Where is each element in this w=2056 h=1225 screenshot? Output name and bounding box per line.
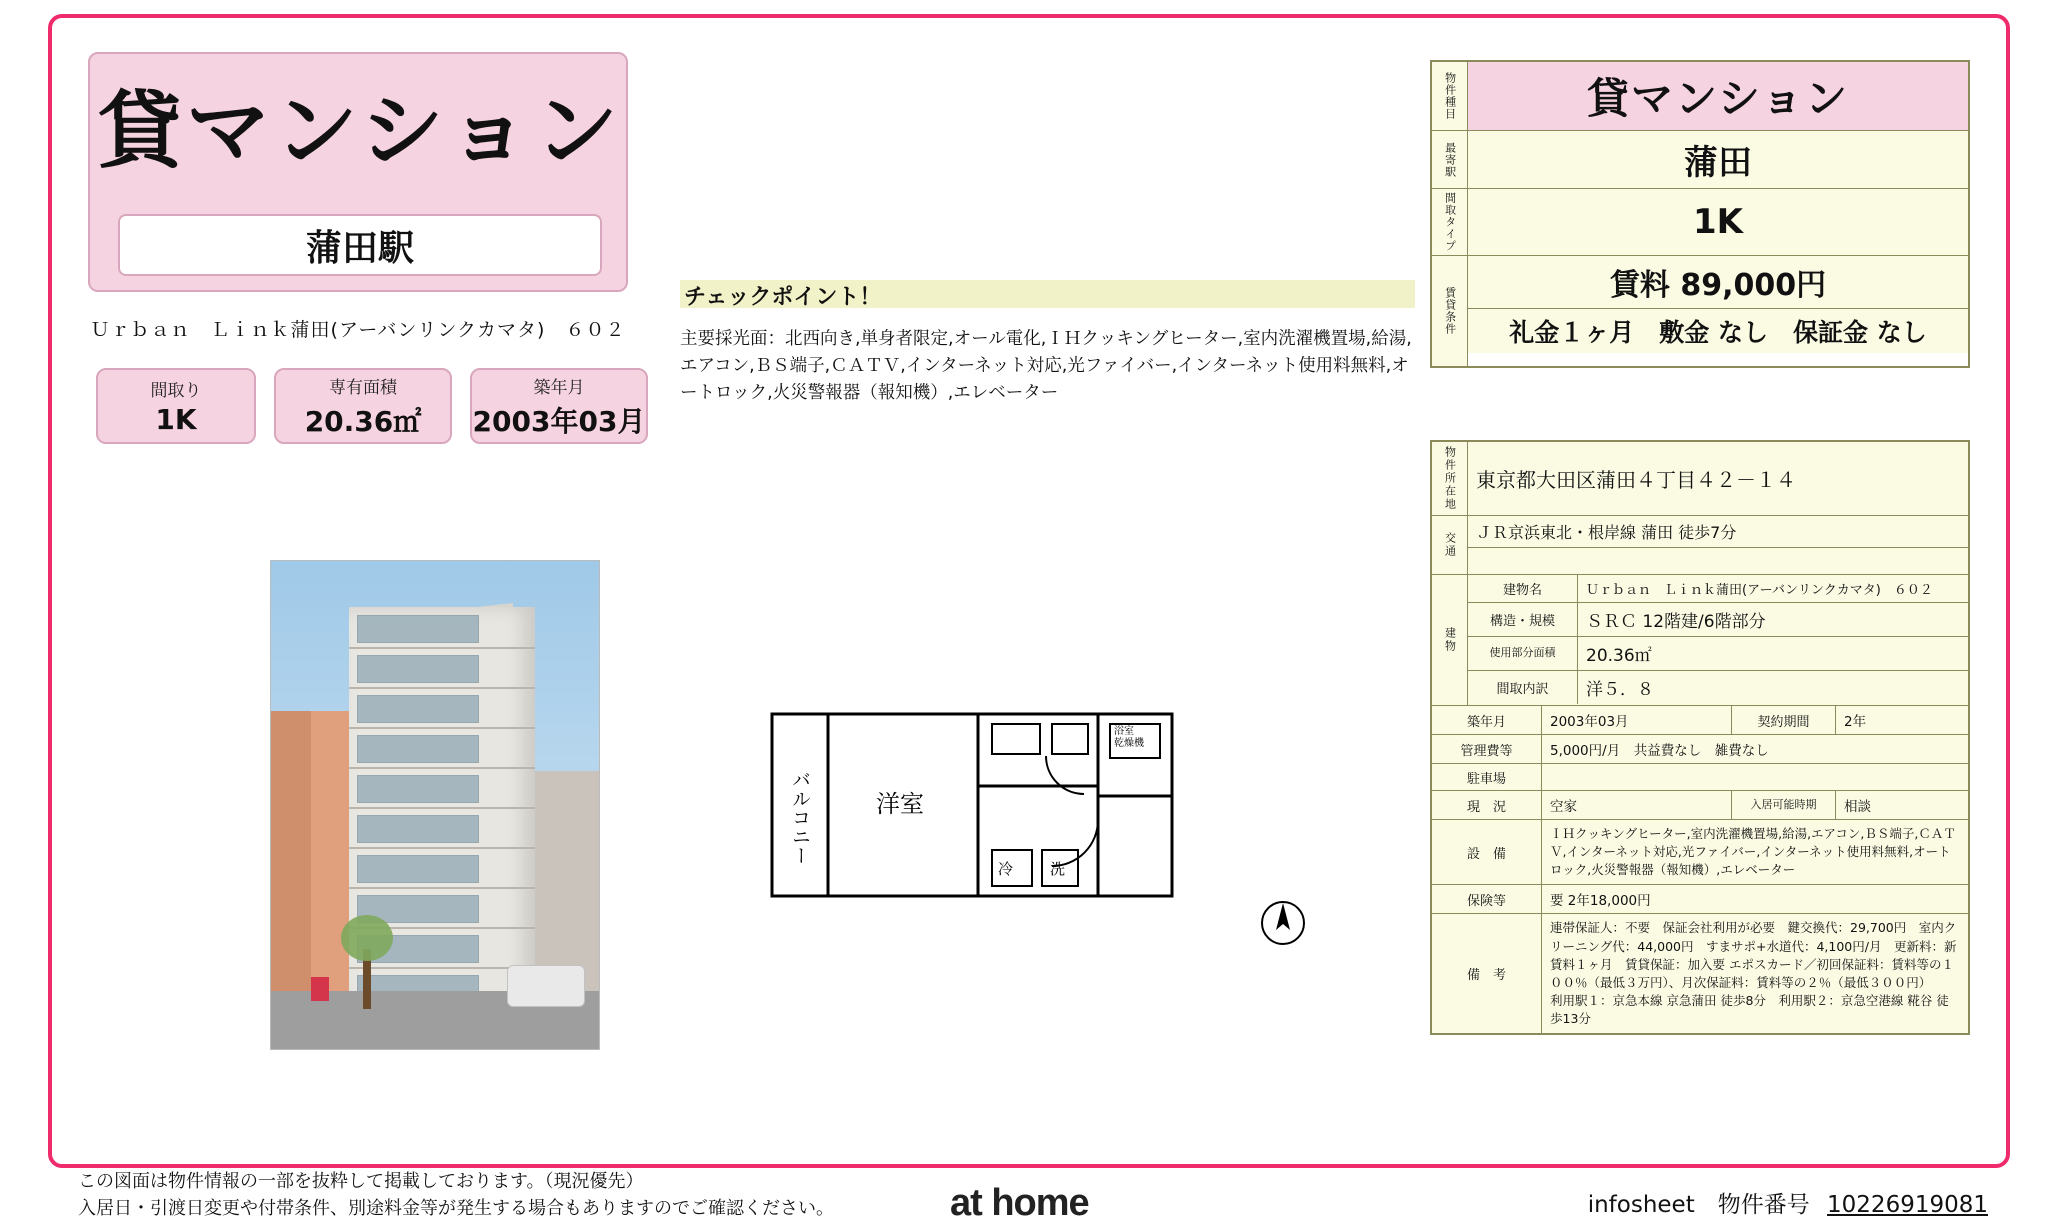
athome-logo xyxy=(950,1182,1089,1225)
spec-layout-value: 1K xyxy=(155,403,197,436)
summary-value-rent-text: 賃料 89,000円 xyxy=(1609,268,1827,303)
summary-table xyxy=(1430,60,1970,368)
detail-label-parking: 駐車場 xyxy=(1432,764,1542,790)
detail-value-layout-breakdown: 洋５．８ xyxy=(1586,680,1654,700)
spec-built-value: 2003年03月 xyxy=(472,404,646,438)
detail-value-area: 20.36㎡ xyxy=(1586,646,1652,666)
detail-label-movein: 入居可能時期 xyxy=(1732,791,1836,819)
photo-car xyxy=(507,965,585,1007)
summary-value-layout xyxy=(1468,189,1968,255)
detail-label-built: 築年月 xyxy=(1432,706,1542,734)
summary-label-terms: 賃貸条件 xyxy=(1432,256,1468,366)
detail-label-building: 建物 xyxy=(1432,575,1468,705)
photo-signboard xyxy=(311,977,329,1001)
detail-label-status: 現 況 xyxy=(1432,791,1542,819)
footer-note-line1: この図面は物件情報の一部を抜粋して掲載しております。（現況優先） xyxy=(78,1171,644,1192)
detail-label-contract: 契約期間 xyxy=(1732,706,1836,734)
detail-value-access: ＪＲ京浜東北・根岸線 蒲田 徒歩7分 xyxy=(1468,516,1968,548)
property-type-title: 貸マンション xyxy=(97,82,623,180)
detail-row-building-name xyxy=(1468,575,1968,603)
detail-row-area xyxy=(1468,637,1968,671)
detail-label-insurance: 保険等 xyxy=(1432,885,1542,913)
infosheet-number: 10226919081 xyxy=(1827,1192,1988,1218)
spec-layout xyxy=(96,368,256,444)
detail-label-mgmt: 管理費等 xyxy=(1432,735,1542,763)
floor-plan xyxy=(760,700,1280,940)
detail-row-built xyxy=(1432,706,1968,735)
detail-label-layout-breakdown: 間取内訳 xyxy=(1468,671,1578,704)
detail-value-status: 空家 xyxy=(1542,791,1732,819)
summary-label-type: 物件種目 xyxy=(1432,62,1468,130)
detail-label-address: 物件所在地 xyxy=(1432,442,1468,515)
compass-icon xyxy=(1260,900,1306,946)
property-type-banner xyxy=(88,52,628,292)
infosheet-line xyxy=(1588,1186,1988,1219)
summary-row-station xyxy=(1432,131,1968,189)
detail-value-equipment: ＩＨクッキングヒーター,室内洗濯機置場,給湯,エアコン,ＢＳ端子,ＣＡＴＶ,インターネット対応,光ファイバー,インターネット使用料無料,オートロック,火災警報器（報知機）,エレベーター xyxy=(1550,826,1956,878)
detail-row-insurance xyxy=(1432,885,1968,914)
floor-plan-bath-dryer-label: 浴室 xyxy=(1114,726,1134,737)
summary-value-layout-text: 1K xyxy=(1692,202,1743,242)
detail-label-area: 使用部分面積 xyxy=(1468,637,1578,670)
spec-row xyxy=(96,368,648,444)
summary-value-deposit xyxy=(1468,309,1968,353)
spec-area-label: 専有面積 xyxy=(329,377,397,398)
detail-row-access xyxy=(1432,516,1968,575)
summary-value-station-text: 蒲田 xyxy=(1684,143,1752,183)
detail-row-parking xyxy=(1432,764,1968,791)
detail-value-building-name: Ｕｒｂａｎ Ｌｉｎｋ蒲田(アーバンリンクカマタ) ６０２ xyxy=(1586,583,1933,598)
detail-table xyxy=(1430,440,1970,1035)
detail-value-built: 2003年03月 xyxy=(1542,706,1732,734)
checkpoint-body: 主要採光面：北西向き,単身者限定,オール電化,ＩＨクッキングヒーター,室内洗濯機置場,給湯,エアコン,ＢＳ端子,ＣＡＴＶ,インターネット対応,光ファイバー,インターネット使用料無料,オートロック,火災警報器（報知機）,エレベーター xyxy=(680,329,1412,404)
detail-label-building-name: 建物名 xyxy=(1468,575,1578,602)
spec-built xyxy=(470,368,648,444)
spec-layout-label: 間取り xyxy=(150,381,202,401)
detail-value-insurance: 要 2年18,000円 xyxy=(1550,893,1651,910)
detail-row-building xyxy=(1432,575,1968,706)
detail-row-address xyxy=(1432,442,1968,516)
detail-row-remarks xyxy=(1432,914,1968,1033)
spec-built-label: 築年月 xyxy=(533,377,585,398)
summary-value-deposit-text: 礼金１ヶ月 敷金 なし 保証金 なし xyxy=(1509,318,1927,347)
summary-value-type xyxy=(1468,62,1968,130)
footer-note-line2: 入居日・引渡日変更や付帯条件、別途料金等が発生する場合もありますのでご確認ください。 xyxy=(78,1198,834,1219)
spec-area-value: 20.36㎡ xyxy=(304,404,422,438)
detail-value-mgmt: 5,000円/月 共益費なし 雑費なし xyxy=(1550,743,1769,759)
footer-note xyxy=(78,1168,834,1222)
summary-row-rent xyxy=(1432,256,1968,366)
summary-label-layout: 間取タイプ xyxy=(1432,189,1468,255)
floor-plan-svg xyxy=(760,700,1280,940)
detail-value-contract: 2年 xyxy=(1844,714,1867,730)
floor-plan-washer-label: 洗 xyxy=(1050,860,1066,878)
detail-row-mgmt xyxy=(1432,735,1968,764)
detail-row-layout-breakdown xyxy=(1468,671,1968,704)
infosheet-label: infosheet 物件番号 xyxy=(1587,1192,1810,1218)
detail-label-equipment: 設 備 xyxy=(1432,820,1542,884)
detail-value-parking xyxy=(1542,764,1968,790)
summary-row-type xyxy=(1432,62,1968,131)
floor-plan-balcony-label: バルコニー xyxy=(789,770,811,865)
detail-row-structure xyxy=(1468,603,1968,637)
floor-plan-room-label: 洋室 xyxy=(876,790,924,818)
spec-area xyxy=(274,368,452,444)
detail-value-access2 xyxy=(1468,548,1968,570)
floor-plan-bath-dryer-label2: 乾燥機 xyxy=(1114,738,1144,749)
detail-row-equipment xyxy=(1432,820,1968,885)
station-name: 蒲田駅 xyxy=(118,214,602,276)
summary-value-rent xyxy=(1468,256,1968,309)
summary-value-station xyxy=(1468,131,1968,188)
summary-value-type-text: 貸マンション xyxy=(1586,74,1850,123)
building-name-heading: Ｕｒｂａｎ Ｌｉｎｋ蒲田(アーバンリンクカマタ) ６０２ xyxy=(90,319,626,341)
detail-value-address: 東京都大田区蒲田４丁目４２－１４ xyxy=(1476,468,1796,492)
detail-label-access: 交通 xyxy=(1432,516,1468,574)
detail-value-remarks: 連帯保証人：不要 保証会社利用が必要 鍵交換代：29,700円 室内クリーニング代：44,000円 すまサポ+水道代：4,100円/月 更新料：新賃料１ヶ月 賃貸保証：加入要 エポスカード／初回保証料：賃料等の１００％（最低３万円）、月次保証料：賃料等の２％（最低３００円） 利用駅１：京急本線 京急蒲田 徒歩8分 利用駅２：京急空港線 糀谷 徒歩13分 xyxy=(1550,920,1957,1026)
athome-logo-text: at home xyxy=(950,1182,1089,1224)
photo-tree-foliage xyxy=(341,915,393,961)
detail-row-status xyxy=(1432,791,1968,820)
detail-label-remarks: 備 考 xyxy=(1432,914,1542,1033)
detail-value-movein: 相談 xyxy=(1844,799,1871,815)
summary-row-layout xyxy=(1432,189,1968,256)
checkpoint-title: チェックポイント！ xyxy=(680,280,1415,308)
summary-label-station: 最寄駅 xyxy=(1432,131,1468,188)
floor-plan-fridge-label: 冷 xyxy=(998,860,1014,878)
detail-label-structure: 構造・規模 xyxy=(1468,603,1578,636)
building-photo xyxy=(270,560,600,1050)
detail-value-structure: ＳＲＣ 12階建/6階部分 xyxy=(1586,612,1766,632)
